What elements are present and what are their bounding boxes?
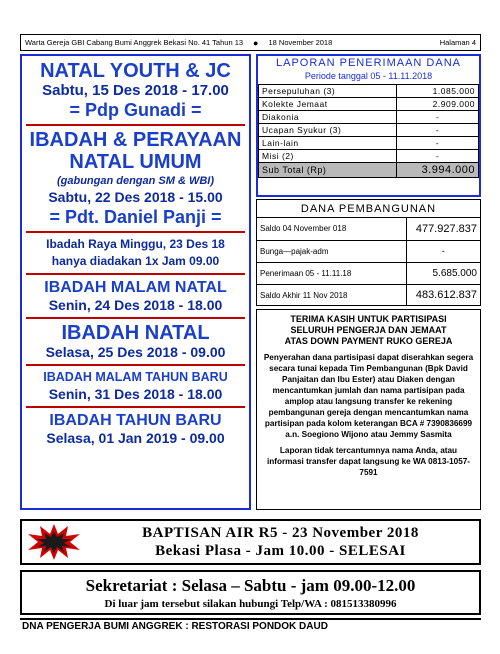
row-value: - [406,240,480,262]
table-row [259,98,479,111]
header-date: 18 November 2018 [268,38,333,47]
starburst-icon [26,522,82,562]
event-title: IBADAH MALAM TAHUN BARU [43,370,228,384]
header-page-number: Halaman 4 [439,38,476,47]
baptisan-banner [20,519,481,565]
laporan-title-block [258,56,479,84]
table-row [259,150,479,163]
table-row [257,218,480,240]
event-ibadah-raya [22,236,249,270]
baptisan-text [82,524,479,560]
table-row [257,284,480,306]
laporan-periode: Periode tanggal 05 - 11.11.2018 [304,71,433,81]
terima-heading-1: TERIMA KASIH UNTUK PARTISIPASI [290,314,447,324]
row-label: Lain-lain [259,137,397,150]
separator [26,273,245,275]
event-speaker: = Pdp Gunadi = [69,100,202,120]
event-date: Selasa, 25 Des 2018 - 09.00 [45,344,226,360]
row-value: 1.085.000 [397,85,479,98]
sekretariat-contact: Di luar jam tersebut silakan hubungi Telp/WA : 081513380996 [104,598,397,610]
separator [26,364,245,366]
separator [26,231,245,233]
terima-body: Penyerahan dana partisipasi dapat diserahkan segera secara tunai kepada Tim Pembangunan (Bpk David Panjaitan dan Ibu Ester) atau Diaken dengan mencantumkan jumlah dan nama partisipan pada amplop atau langsung transfer ke rekening pembangunan gereja dengan mencantumkan nama partisipan pada kolom keterangan BCA # 7390836699 a.n. Soegiono Wijono atau Jemmy Sasmita [263,353,474,439]
row-label: Penerimaan 05 - 11.11.18 [257,262,406,284]
event-malam-tahun-baru [22,369,249,403]
dana-table [257,218,480,306]
sekretariat-banner [20,570,481,615]
event-natal-youth [22,60,249,121]
terima-body-2: Laporan tidak tercantumnya nama Anda, atau informasi transfer dapat langsung ke WA 0813-1057-7591 [266,446,471,477]
event-title: IBADAH NATAL [61,322,210,344]
event-line1: Ibadah Raya Minggu, 23 Des 18 [46,237,225,251]
row-label: Ucapan Syukur (3) [259,124,397,137]
row-label: Misi (2) [259,150,397,163]
row-label: Persepuluhan (3) [259,85,397,98]
event-date: Sabtu, 15 Des 2018 - 17.00 [42,82,229,99]
event-speaker: = Pdt. Daniel Panji = [49,207,222,227]
event-natal-umum [22,129,249,228]
event-date: Senin, 31 Des 2018 - 18.00 [48,386,223,402]
event-tahun-baru [22,411,249,447]
row-label: Diakonia [259,111,397,124]
terima-kasih-panel [256,309,481,510]
row-value: 483.612.837 [406,284,480,306]
subtotal-label: Sub Total (Rp) [259,163,397,178]
table-row [259,111,479,124]
table-row [259,85,479,98]
row-label: Saldo 04 November 018 [257,218,406,240]
subtotal-value: 3.994.000 [397,163,479,178]
row-value: - [397,150,479,163]
event-date: Sabtu, 22 Des 2018 - 15.00 [48,189,223,205]
row-label: Saldo Akhir 11 Nov 2018 [260,290,348,300]
laporan-table [258,84,479,178]
header-publication: Warta Gereja GBI Cabang Bumi Anggrek Bekasi No. 41 Tahun 13 [25,38,244,47]
event-title: IBADAH TAHUN BARU [49,412,222,429]
dana-title: DANA PEMBANGUNAN [257,200,480,218]
row-value: 477.927.837 [406,218,480,240]
row-value: 2.909.000 [397,98,479,111]
newsletter-header [20,34,481,51]
event-natal [22,322,249,361]
row-label: Kolekte Jemaat [259,98,397,111]
event-date: Senin, 24 Des 2018 - 18.00 [48,297,223,313]
table-row [259,137,479,150]
subtotal-row [259,163,479,178]
header-bullet: ● [253,37,259,48]
event-title-line1: IBADAH & PERAYAAN [29,129,242,151]
baptisan-line1: BAPTISAN AIR R5 - 23 November 2018 [142,525,419,541]
event-line2: hanya diadakan 1x Jam 09.00 [51,254,220,268]
terima-heading-2: SELURUH PENGERJA DAN JEMAAT [290,325,447,335]
dana-pembangunan-panel [256,199,481,306]
row-value: - [397,111,479,124]
event-title: NATAL YOUTH & JC [40,60,231,82]
event-malam-natal [22,278,249,314]
baptisan-line2: Bekasi Plasa - Jam 10.00 - SELESAI [155,543,406,559]
events-panel [20,54,251,510]
event-title-line2: NATAL UMUM [69,151,202,173]
event-title: IBADAH MALAM NATAL [44,279,227,296]
separator [26,406,245,408]
separator [26,317,245,319]
terima-heading-3: ATAS DOWN PAYMENT RUKO GEREJA [284,336,453,346]
row-label: Bunga—pajak-adm [257,240,406,262]
row-value: - [397,124,479,137]
table-row [257,262,480,284]
sekretariat-hours: Sekretariat : Selasa – Sabtu - jam 09.00-12.00 [85,576,416,595]
event-date: Selasa, 01 Jan 2019 - 09.00 [46,430,225,446]
table-row [257,240,480,262]
row-value: - [397,137,479,150]
table-row [259,124,479,137]
laporan-title: LAPORAN PENERIMAAN DANA [276,57,461,69]
footer-text: DNA PENGERJA BUMI ANGGREK : RESTORASI PONDOK DAUD [22,621,328,632]
laporan-penerimaan-panel [256,54,481,197]
event-note: (gabungan dengan SM & WBI) [56,175,215,187]
separator [26,124,245,126]
row-value: 5.685.000 [406,262,480,284]
